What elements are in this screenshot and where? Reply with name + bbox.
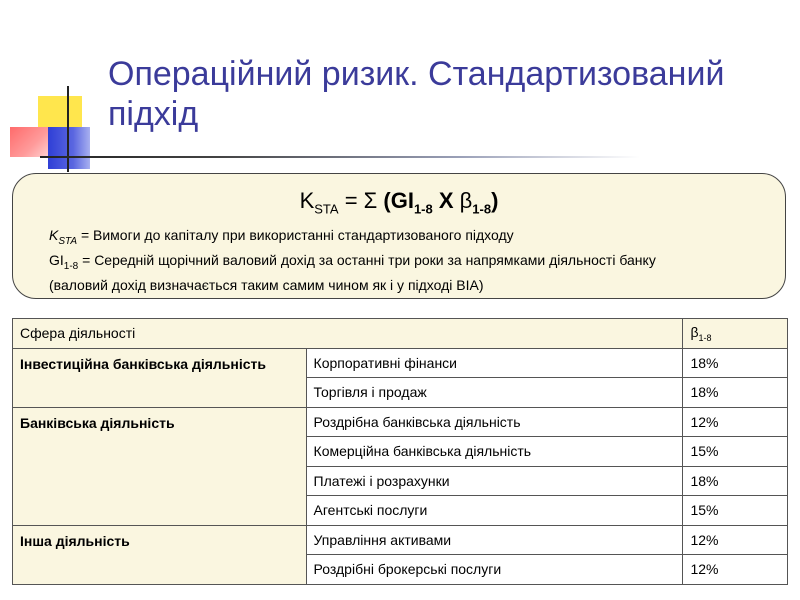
formula-lhs-sub: STA [314, 201, 339, 217]
beta-value: 18% [683, 378, 788, 408]
decor-vertical-line [67, 86, 69, 172]
formula-close: ) [491, 188, 499, 213]
table-row [13, 525, 788, 555]
formula-lhs: K [299, 188, 315, 213]
beta-value: 12% [683, 525, 788, 555]
header-beta [683, 319, 788, 349]
header-beta-sub: 1-8 [698, 332, 712, 343]
table-row [13, 407, 788, 437]
beta-value: 15% [683, 496, 788, 526]
formula-gi-sub: 1-8 [413, 201, 433, 217]
formula-definitions [49, 226, 656, 295]
definition-gi [49, 251, 656, 276]
beta-value: 12% [683, 407, 788, 437]
formula-sum: Σ [363, 188, 378, 213]
formula-times: X [432, 188, 460, 213]
business-line: Управління активами [306, 525, 683, 555]
formula-eq: = [338, 188, 364, 213]
business-line: Роздрібна банківська діяльність [306, 407, 683, 437]
business-line: Роздрібні брокерські послуги [306, 555, 683, 585]
formula-open: (GI [377, 188, 414, 213]
business-line: Комерційна банківська діяльність [306, 437, 683, 467]
definition-gi-symbol: GI [49, 251, 64, 268]
table-header-row [13, 319, 788, 349]
business-line: Торгівля і продаж [306, 378, 683, 408]
table-row [13, 348, 788, 378]
definition-k-sub: STA [58, 235, 78, 247]
definition-k-text: = Вимоги до капіталу при використанні стандартизованого підходу [77, 227, 514, 243]
formula-box [12, 173, 786, 299]
beta-table [12, 318, 788, 585]
business-line: Корпоративні фінанси [306, 348, 683, 378]
group-name: Інша діяльність [13, 525, 307, 584]
slide-title: Операційний ризик. Стандартизований підхід [108, 55, 725, 133]
beta-value: 18% [683, 348, 788, 378]
beta-value: 18% [683, 466, 788, 496]
header-beta-symbol: β [690, 323, 699, 340]
formula-beta-sub: 1-8 [472, 201, 492, 217]
beta-value: 15% [683, 437, 788, 467]
title-underline [40, 156, 640, 158]
definition-note: (валовий дохід визначається таким самим чином як і у підході BIA) [49, 276, 484, 293]
decor-blue-square [48, 127, 90, 169]
beta-value: 12% [683, 555, 788, 585]
formula [13, 188, 785, 216]
definition-k-symbol: K [49, 227, 59, 243]
definition-gi-sub: 1-8 [63, 260, 79, 272]
group-name: Банківська діяльність [13, 407, 307, 525]
definition-gi-text: = Середній щорічний валовий дохід за останні три роки за напрямками діяльності банку [78, 251, 656, 268]
definition-k [49, 226, 656, 251]
header-sphere: Сфера діяльності [13, 319, 683, 349]
decor-red-square [10, 127, 48, 157]
formula-beta: β [459, 188, 473, 213]
business-line: Платежі і розрахунки [306, 466, 683, 496]
group-name: Інвестиційна банківська діяльність [13, 348, 307, 407]
business-line: Агентські послуги [306, 496, 683, 526]
